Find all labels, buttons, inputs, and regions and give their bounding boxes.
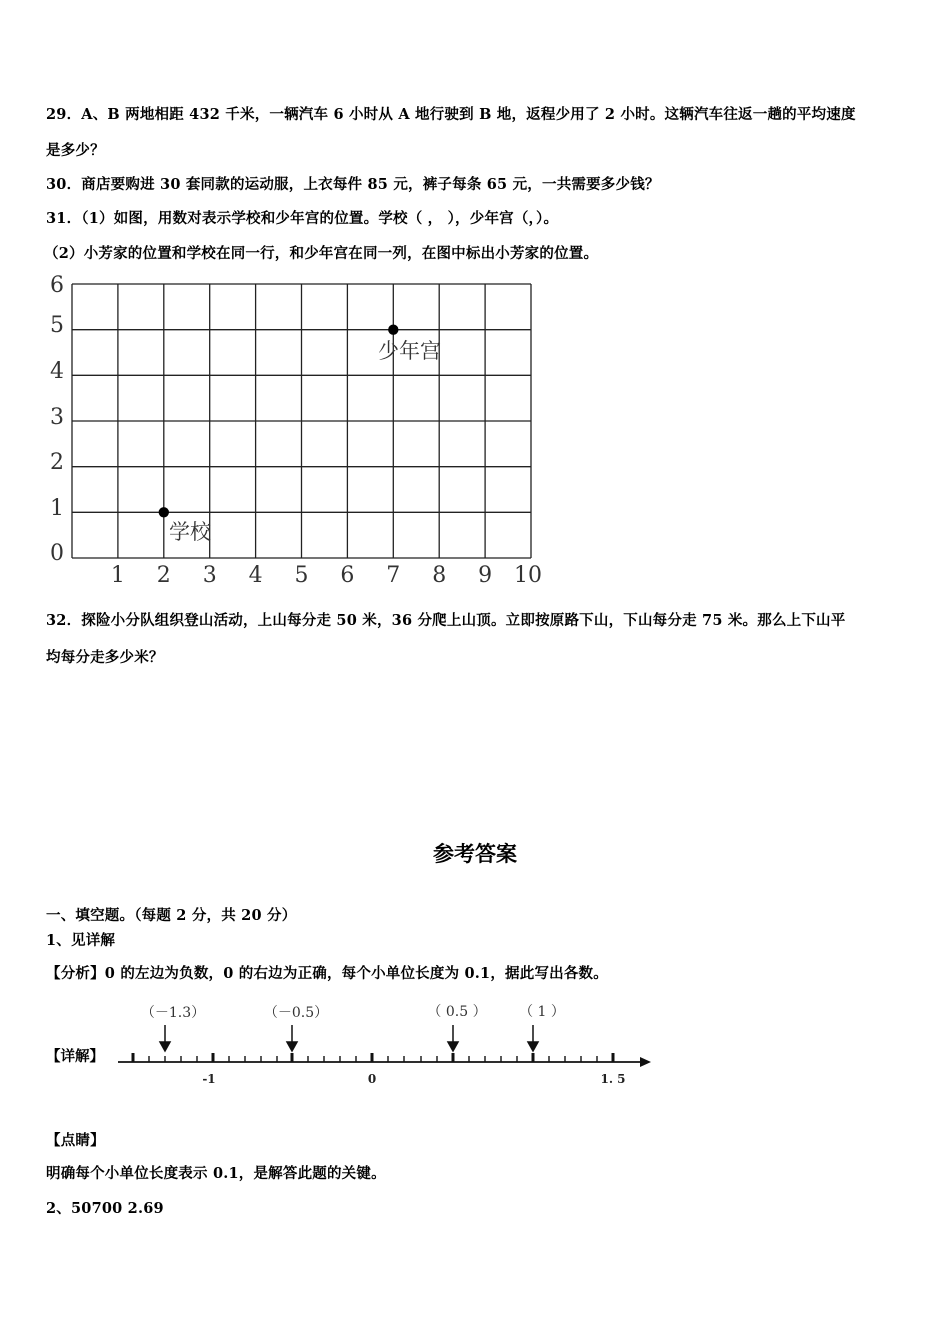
x-tick-5: 5 <box>294 563 309 588</box>
answer-1-analysis: 【分析】0 的左边为负数，0 的右边为正确，每个小单位长度为 0.1，据此写出各数。 <box>46 965 608 982</box>
question-31-part-1: 31．（1）如图，用数对表示学校和少年宫的位置。学校（ ， ），少年宫（，）。 <box>46 210 559 227</box>
section-1-heading: 一、填空题。（每题 2 分，共 20 分） <box>46 907 297 924</box>
answers-title: 参考答案 <box>433 842 517 866</box>
label-school: 学校 <box>169 520 211 544</box>
question-32-line-1: 32．探险小分队组织登山活动，上山每分走 50 米，36 分爬上山顶。立即按原路下山，下山每分走 75 米。那么上下山平 <box>46 612 846 629</box>
label-youth-palace: 少年宫 <box>378 339 441 363</box>
question-29-line-2: 是多少？ <box>46 142 105 159</box>
tick-label-1-5: 1. 5 <box>600 1072 626 1086</box>
marked-neg0-5: （－0.5） <box>263 1005 329 1021</box>
x-tick-7: 7 <box>386 563 401 588</box>
answer-1-tip: 明确每个小单位长度表示 0.1，是解答此题的关键。 <box>46 1165 386 1182</box>
y-tick-1: 1 <box>50 496 64 521</box>
x-tick-4: 4 <box>248 563 263 588</box>
y-tick-5: 5 <box>50 313 64 338</box>
x-tick-6: 6 <box>340 563 355 588</box>
x-tick-10: 10 <box>514 563 542 588</box>
x-tick-9: 9 <box>478 563 493 588</box>
question-29-line-1: 29．A、B 两地相距 432 千米，一辆汽车 6 小时从 A 地行驶到 B 地，返程少用了 2 小时。这辆汽车往返一趟的平均速度 <box>46 106 856 123</box>
question-30: 30．商店要购进 30 套同款的运动服，上衣每件 85 元，裤子每条 65 元，一共需要多少钱？ <box>46 176 660 193</box>
x-tick-1: 1 <box>110 563 125 588</box>
question-32-line-2: 均每分走多少米？ <box>46 649 164 666</box>
question-31-part-2: （2）小芳家的位置和学校在同一行，和少年宫在同一列，在图中标出小芳家的位置。 <box>44 245 599 262</box>
answer-1-detail-label: 【详解】 <box>46 1048 104 1065</box>
x-tick-3: 3 <box>202 563 217 588</box>
point-youth-palace <box>388 325 398 335</box>
number-line-figure <box>110 995 670 1095</box>
answer-1-tip-label: 【点睛】 <box>46 1132 105 1149</box>
x-tick-2: 2 <box>156 563 171 588</box>
x-tick-8: 8 <box>432 563 447 588</box>
answer-1-heading: 1、见详解 <box>46 932 116 949</box>
tick-label-neg1: -1 <box>202 1072 216 1086</box>
tick-label-0: 0 <box>367 1072 377 1086</box>
y-tick-4: 4 <box>50 359 64 384</box>
marked-neg1-3: （－1.3） <box>140 1005 206 1021</box>
answer-2: 2、50700 2.69 <box>46 1200 164 1217</box>
y-tick-3: 3 <box>50 405 64 430</box>
point-school <box>159 507 169 517</box>
y-tick-2: 2 <box>50 450 64 475</box>
y-tick-6: 6 <box>50 273 64 298</box>
coordinate-grid-figure <box>40 270 550 590</box>
marked-1: （ 1 ） <box>519 1004 565 1020</box>
marked-0-5: （ 0.5 ） <box>427 1004 487 1020</box>
y-tick-0: 0 <box>50 541 64 566</box>
